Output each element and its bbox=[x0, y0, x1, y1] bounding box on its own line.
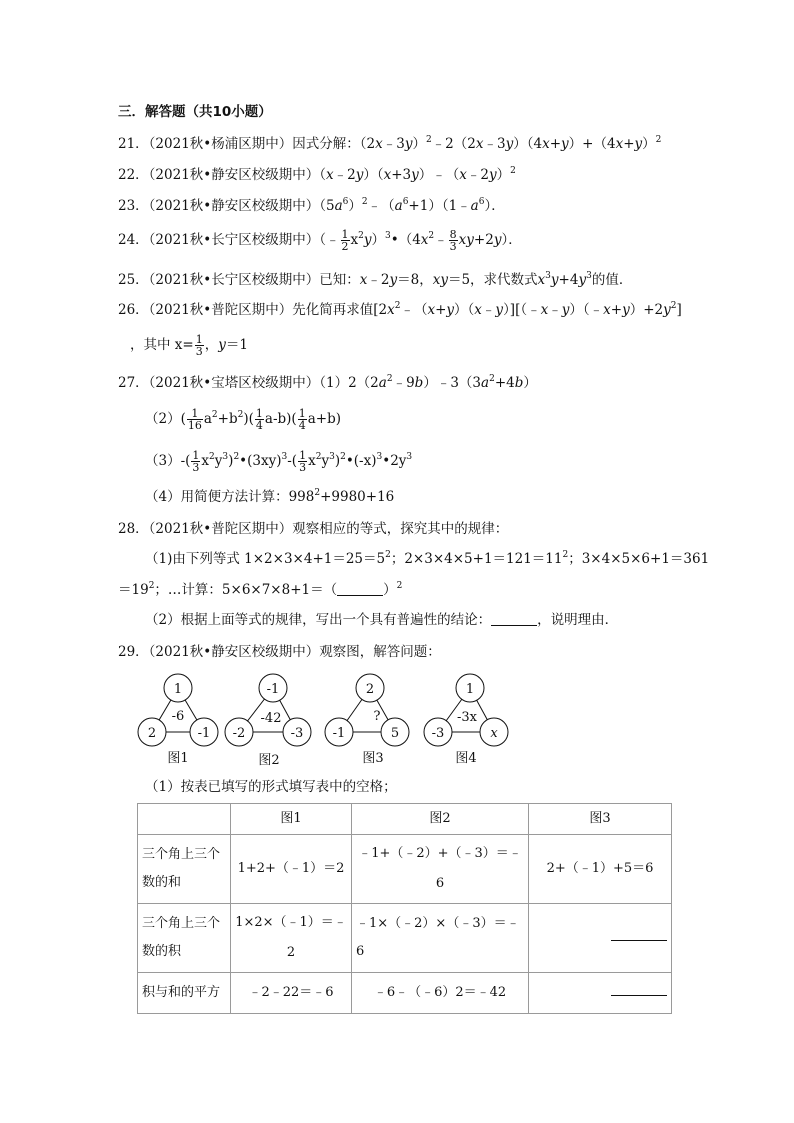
question-22 bbox=[118, 165, 516, 185]
table-cell: 2+（﹣1）+5＝6 bbox=[529, 835, 672, 904]
answer-blank[interactable] bbox=[337, 581, 383, 596]
table-header-fig2: 图2 bbox=[352, 804, 529, 835]
question-24-expr: （﹣ $\frac{1}{2}$ $x^2y)^3•(4x^2﹣$ $\frac{8}{3}$ xy+2y）． bbox=[319, 228, 522, 253]
question-23-label: 23．（2021秋•静安区校级期中） bbox=[118, 198, 320, 214]
figure-4-center: -3x bbox=[457, 710, 477, 725]
question-25-text: 已知：x﹣2y＝8，xy＝5，求代数式$x^3y+4y^3$的值． bbox=[319, 271, 633, 288]
question-28-part-1b: $=19^2$；…计算：5×6×7×8+1＝（ ）$^2$ bbox=[118, 581, 403, 598]
table-cell: 1+2+（﹣1）＝2 bbox=[231, 835, 352, 904]
table-row-head: 积与和的平方 bbox=[138, 973, 231, 1014]
question-27-part-3: （3）-( $\frac{1}{3}$ $x^2y^3)^2•(3xy)^3-$( $\frac{1}{3}$ $x^2y^3)^2•(-x)^3•2y^3$ bbox=[145, 449, 413, 474]
figure-4-right: x bbox=[490, 726, 498, 741]
table-row bbox=[138, 973, 672, 1014]
table-row bbox=[138, 904, 672, 973]
figure-3-caption: 图3 bbox=[362, 751, 384, 766]
table-header-empty bbox=[138, 804, 231, 835]
figure-2-right: -3 bbox=[290, 726, 304, 741]
question-27-part-1: $(1)2(2a^2﹣9b)﹣3(3a^2+4b)$ bbox=[319, 374, 537, 391]
triangle-figures bbox=[135, 670, 515, 770]
question-25-label: 25．（2021秋•长宁区校级期中） bbox=[118, 272, 320, 288]
question-26 bbox=[118, 300, 682, 320]
figure-2 bbox=[225, 674, 311, 768]
question-24-label: 24．（2021秋•长宁区校级期中） bbox=[118, 232, 320, 248]
figure-3-left: -1 bbox=[332, 726, 346, 741]
question-27-part-4: （4）用简便方法计算：$998^2+9980+16$ bbox=[145, 488, 395, 505]
question-23-expr: $(5a^6)^2﹣(a^6+1)(1﹣a^6)$． bbox=[319, 197, 505, 214]
question-21-label: 21．（2021秋•杨浦区期中）因式分解： bbox=[118, 136, 360, 152]
question-27-label: 27．（2021秋•宝塔区校级期中） bbox=[118, 375, 320, 391]
question-27-part-2: （2）( $\frac{1}{16}$ $a^2+b^2$)( $\frac{1}{4}$ a-b)( $\frac{1}{4}$ a+b) bbox=[145, 407, 341, 432]
table-row-head: 三个角上三个数的积 bbox=[138, 904, 231, 973]
figure-2-top: -1 bbox=[266, 682, 280, 697]
table-header-fig1: 图1 bbox=[231, 804, 352, 835]
answer-blank[interactable] bbox=[611, 924, 667, 941]
figure-3-top: 2 bbox=[365, 682, 375, 697]
question-29-label: 29．（2021秋•静安区校级期中）观察图，解答问题： bbox=[118, 644, 441, 660]
figure-4 bbox=[424, 674, 508, 766]
question-28-part-1a: （1)由下列等式 $1\times 2\times 3\times 4+1=25=5^2$；$2\times 3\times 4\times 5+1=121=11^2$；3×4×5×6+1＝361 bbox=[145, 550, 710, 567]
question-29-sub-1: （1）按表已填写的形式填写表中的空格； bbox=[145, 779, 397, 795]
question-21-expr: $(2x﹣3y)^2﹣2(2x﹣3y)(4x+y)+(4x+y)^2$ bbox=[359, 135, 662, 152]
question-22-label: 22．（2021秋•静安区校级期中） bbox=[118, 167, 320, 183]
figure-4-left: -3 bbox=[431, 726, 445, 741]
figure-4-top: 1 bbox=[465, 682, 475, 697]
question-21 bbox=[118, 134, 661, 154]
table-row-head: 三个角上三个数的和 bbox=[138, 835, 231, 904]
figure-1-left: 2 bbox=[147, 726, 157, 741]
answer-blank[interactable] bbox=[611, 979, 667, 996]
question-25 bbox=[118, 270, 632, 290]
figure-1-right: -1 bbox=[197, 726, 211, 741]
figure-3-center: ? bbox=[373, 709, 381, 724]
question-26-label: 26．（2021秋•普陀区期中） bbox=[118, 302, 293, 318]
table-header-row bbox=[138, 804, 672, 835]
answer-table bbox=[137, 803, 672, 1014]
question-23 bbox=[118, 196, 505, 216]
figure-1 bbox=[138, 674, 218, 766]
figure-1-center: -6 bbox=[171, 709, 185, 724]
table-cell: ﹣1×（﹣2）×（﹣3）＝﹣6 bbox=[352, 904, 529, 973]
section-title: 三．解答题（共10小题） bbox=[118, 104, 272, 120]
table-cell: ﹣1+（﹣2）+（﹣3）＝﹣6 bbox=[352, 835, 529, 904]
question-26-condition: ，其中 x= $\frac{1}{3}$ ，y＝1 bbox=[130, 333, 248, 358]
figure-1-caption: 图1 bbox=[167, 751, 189, 766]
table-cell-blank[interactable] bbox=[529, 904, 672, 973]
question-24 bbox=[118, 229, 522, 252]
table-cell: ﹣6﹣（﹣6）2＝﹣42 bbox=[352, 973, 529, 1014]
figure-1-top: 1 bbox=[173, 682, 183, 697]
figure-4-caption: 图4 bbox=[455, 751, 477, 766]
answer-blank[interactable] bbox=[491, 611, 537, 626]
table-cell: ﹣2﹣22＝﹣6 bbox=[231, 973, 352, 1014]
question-27 bbox=[118, 373, 537, 393]
table-cell-blank[interactable] bbox=[529, 973, 672, 1014]
question-22-expr: （x﹣2y）（x+3y）﹣（x﹣2y）$^2$ bbox=[319, 166, 516, 183]
question-26-text: 先化简再求值$[2x^2﹣(x+y)(x﹣y)][(﹣x﹣y)(﹣x+y)+2y^2]$ bbox=[292, 301, 682, 318]
question-28-label: 28．（2021秋•普陀区期中）观察相应的等式，探究其中的规律： bbox=[118, 521, 509, 537]
figure-2-center: -42 bbox=[260, 711, 282, 726]
table-row bbox=[138, 835, 672, 904]
table-cell: 1×2×（﹣1）＝﹣2 bbox=[231, 904, 352, 973]
table-header-fig3: 图3 bbox=[529, 804, 672, 835]
question-28-part-2: （2）根据上面等式的规律，写出一个具有普遍性的结论： ，说明理由． bbox=[145, 612, 619, 628]
figure-3-right: 5 bbox=[390, 726, 400, 741]
figure-2-left: -2 bbox=[232, 726, 246, 741]
figure-2-caption: 图2 bbox=[258, 753, 280, 768]
figure-3 bbox=[325, 674, 409, 766]
